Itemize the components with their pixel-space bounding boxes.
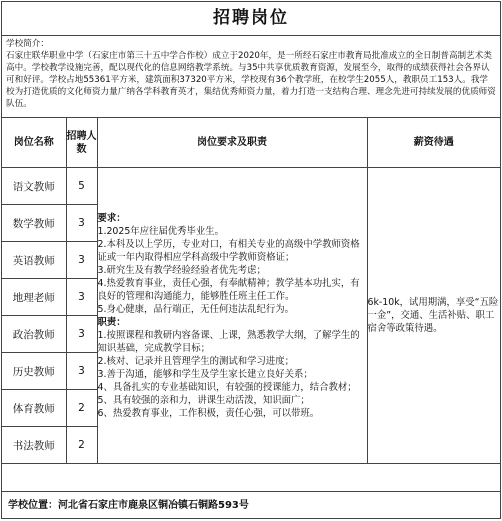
requirement-item: 4.热爱教育事业，责任心强，有奉献精神；教学基本功扎实，有良好的管理和沟通能力，能够胜任班主任工作。 <box>97 277 360 302</box>
duty-item: 2.核对、记录并且管理学生的测试和学习进度； <box>97 355 294 367</box>
duty-item: 1.按照课程和教研内容备课、上课，熟悉教学大纲，了解学生的知识基础，完成教学目标； <box>97 329 360 354</box>
header-count: 招聘人数 <box>66 118 97 168</box>
position-name: 地理老师 <box>2 279 66 316</box>
position-name: 英语教师 <box>2 242 66 279</box>
position-count: 2 <box>66 427 97 464</box>
intro-heading: 学校简介： <box>6 39 49 49</box>
duty-item: 6、热爱教育事业，工作积极，责任心强，可以带班。 <box>97 407 320 419</box>
position-name: 历史教师 <box>2 353 66 390</box>
position-count: 3 <box>66 242 97 279</box>
table-header-row <box>2 118 500 168</box>
intro-text: 石家庄联华职业中学（石家庄市第三十五中学合作校）成立于2020年，是一所经石家庄市教育局批准成立的全日制普高制艺术类高中。学校教学设施完善，配以现代化的信息网络教学系统。与35中共享优质教育资源，发展至今，取得的成绩获得社会各界认可和好评。学校占地55361平方米，建筑面积37320平方米，学校现有36个教学班，在校学生2055人，教职员工153人。我学校为打造优质的文化师资力量广纳各学科教育英才，集结优秀师资力量，着力打造一支结构合理、理念先进可持续发展的优质师资队伍。 <box>6 51 496 109</box>
header-salary: 薪资待遇 <box>367 118 500 168</box>
position-count: 3 <box>66 353 97 390</box>
position-count: 3 <box>66 316 97 353</box>
school-intro <box>2 36 500 118</box>
positions-table <box>2 118 500 464</box>
position-count: 2 <box>66 390 97 427</box>
position-name: 书法教师 <box>2 427 66 464</box>
requirement-item: 1.2025年应往届优秀毕业生。 <box>97 225 225 237</box>
requirements-heading: 要求： <box>97 212 126 224</box>
position-count: 3 <box>66 205 97 242</box>
duty-item: 5、具有较强的亲和力，讲课生动活泼，知识面广； <box>97 394 310 406</box>
position-name: 体育教师 <box>2 390 66 427</box>
position-name: 数学教师 <box>2 205 66 242</box>
page-title: 招聘岗位 <box>2 2 500 36</box>
position-count: 3 <box>66 279 97 316</box>
salary-cell: 6k-10k，试用期满，享受“五险一金”，交通、生活补贴、职工宿舍等政策待遇。 <box>367 168 500 464</box>
duty-item: 3.善于沟通，能够和学生及学生家长建立良好关系； <box>97 368 313 380</box>
recruitment-sheet <box>1 1 501 519</box>
school-address: 学校位置：河北省石家庄市鹿泉区铜冶镇石铜路593号 <box>2 491 500 518</box>
position-name: 政治教师 <box>2 316 66 353</box>
position-count: 5 <box>66 168 97 205</box>
requirement-item: 3.研究生及有教学经验经验者优先考虑； <box>97 264 266 276</box>
header-position: 岗位名称 <box>2 118 66 168</box>
requirement-item: 5.身心健康，品行端正，无任何违法乱纪行为。 <box>97 303 294 315</box>
table-row <box>2 168 500 205</box>
requirement-item: 2.本科及以上学历，专业对口，有相关专业的高级中学教师资格证或一年内取得相应学科高级中学教师资格证； <box>97 238 360 263</box>
requirements-cell <box>97 168 367 464</box>
duties-heading: 职责： <box>97 316 126 328</box>
duty-item: 4、具备扎实的专业基础知识，有较强的授课能力，结合教材； <box>97 381 357 393</box>
position-name: 语文教师 <box>2 168 66 205</box>
header-requirements: 岗位要求及职责 <box>97 118 367 168</box>
